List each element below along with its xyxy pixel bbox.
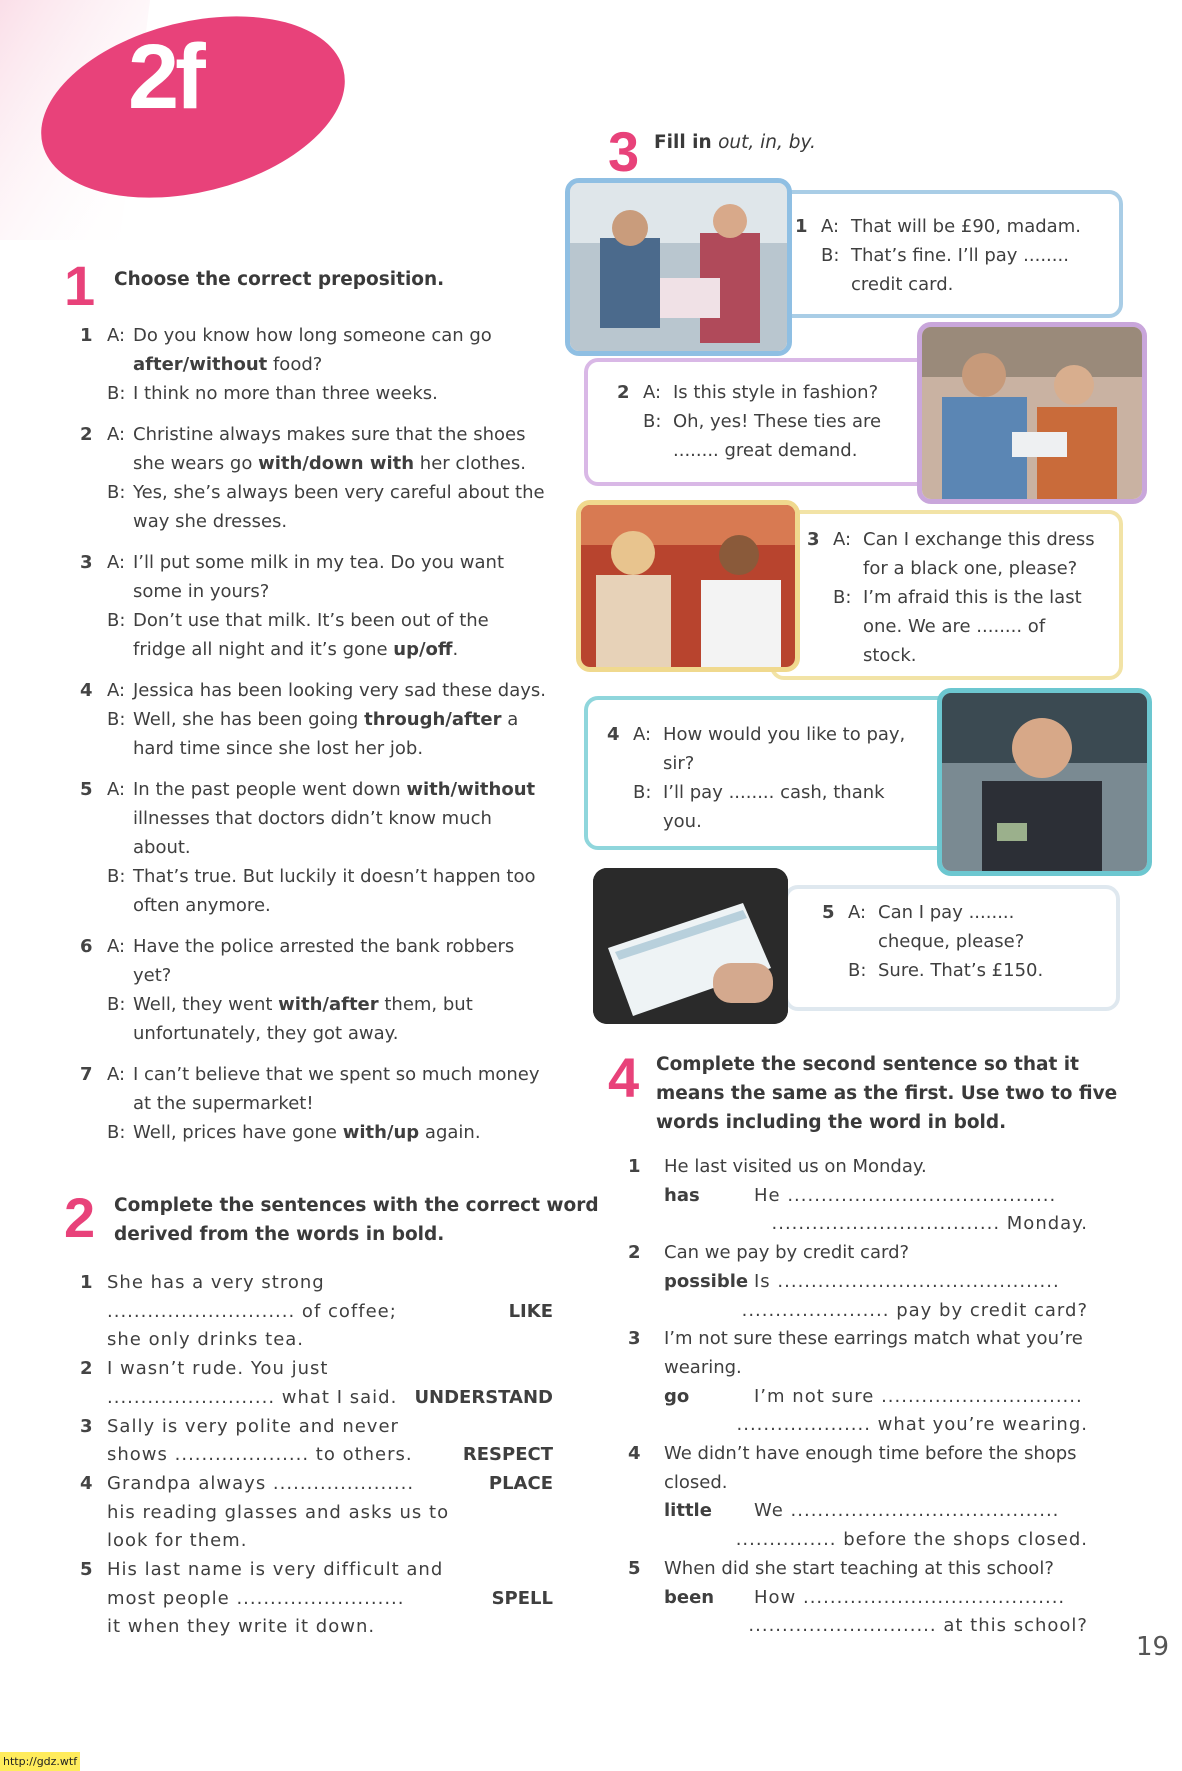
dialogue-text: unfortunately, they got away.	[133, 1023, 399, 1044]
photo-shop-checkout	[565, 178, 792, 356]
ex2-bold-word: UNDERSTAND	[414, 1386, 553, 1408]
ex2-sentence-line: Grandpa always .....................	[107, 1472, 415, 1494]
ex1-dialogue-line	[133, 449, 553, 478]
ex1-speaker-label: B:	[107, 866, 126, 887]
ex4-answer-end: ...................... pay by credit card?	[741, 1299, 1088, 1321]
dialogue-speaker: A:	[633, 724, 652, 745]
exercise-2-number: 2	[64, 1186, 96, 1249]
ex1-speaker-label: B:	[107, 383, 126, 404]
dialogue-line: Can I exchange this dress	[863, 529, 1095, 550]
exercise-2-instruction-line-2: derived from the words in bold.	[114, 1224, 445, 1245]
ex1-item-number: 7	[80, 1064, 93, 1085]
preposition-choice: with/up	[342, 1122, 420, 1143]
ex1-dialogue-line	[133, 862, 553, 891]
dialogue-text: Well, they went	[133, 994, 279, 1015]
ex4-answer-start: He ........................................	[754, 1184, 1057, 1206]
ex1-dialogue-line	[133, 635, 553, 664]
ex2-bold-word: LIKE	[508, 1300, 553, 1322]
dialogue-text: .	[452, 639, 459, 660]
dialogue-text: fridge all night and it’s gone	[133, 639, 394, 660]
dialogue-text: illnesses that doctors didn’t know much	[133, 808, 492, 829]
dialogue-line: one. We are ........ of	[863, 616, 1046, 637]
ex1-speaker-label: A:	[107, 1064, 126, 1085]
ex1-dialogue-line	[133, 833, 553, 862]
dialogue-number: 2	[617, 382, 630, 403]
photo-dress-shop	[576, 500, 800, 672]
dialogue-text: way she dresses.	[133, 511, 288, 532]
dialogue-line: stock.	[863, 645, 917, 666]
ex1-dialogue-line	[133, 775, 553, 804]
exercise-4-instruction-line: means the same as the first. Use two to five	[656, 1083, 1118, 1104]
dialogue-line: I’ll pay ........ cash, thank	[663, 782, 885, 803]
dialogue-line: How would you like to pay,	[663, 724, 906, 745]
ex2-sentence-line: ............................ of coffee;	[107, 1300, 397, 1322]
dialogue-text: Well, she has been going	[133, 709, 365, 730]
ex1-dialogue-line	[133, 478, 553, 507]
exercise-1-number: 1	[64, 254, 96, 317]
ex1-dialogue-line	[133, 932, 553, 961]
preposition-choice: with/down with	[258, 453, 415, 474]
ex4-original-sentence: Can we pay by credit card?	[664, 1242, 910, 1264]
dialogue-text: them, but	[378, 994, 473, 1015]
exercise-4-number: 4	[608, 1046, 640, 1109]
ex2-item-number: 3	[80, 1415, 93, 1437]
dialogue-line: you.	[663, 811, 702, 832]
ex4-answer-end: ............... before the shops closed.	[735, 1529, 1088, 1551]
ex1-speaker-label: A:	[107, 680, 126, 701]
ex1-dialogue-line	[133, 804, 553, 833]
dialogue-text: her clothes.	[414, 453, 526, 474]
ex2-sentence-line: look for them.	[107, 1530, 248, 1552]
ex2-item-number: 5	[80, 1559, 93, 1580]
ex1-item-number: 3	[80, 552, 93, 573]
ex1-speaker-label: B:	[107, 709, 126, 730]
dialogue-line: That will be £90, madam.	[851, 216, 1081, 237]
dialogue-speaker: B:	[821, 245, 840, 266]
exercise-3-instruction-prefix: Fill in	[654, 132, 719, 153]
ex1-dialogue-line	[133, 705, 553, 734]
dialogue-text: a	[501, 709, 519, 730]
ex2-item-number: 4	[80, 1472, 93, 1494]
dialogue-text: Jessica has been looking very sad these days.	[133, 680, 547, 701]
ex4-key-word: has	[664, 1184, 700, 1206]
dialogue-line: credit card.	[851, 274, 954, 295]
ex1-dialogue-line	[133, 548, 553, 577]
dialogue-line: Is this style in fashion?	[673, 382, 879, 403]
dialogue-text: I can’t believe that we spent so much money	[133, 1064, 540, 1085]
preposition-choice: through/after	[364, 709, 502, 730]
footer-url: http://gdz.wtf	[0, 1752, 80, 1771]
dialogue-text: Don’t use that milk. It’s been out of the	[133, 610, 489, 631]
dialogue-line: I’m afraid this is the last	[863, 587, 1082, 608]
dialogue-line: Can I pay ........	[878, 902, 1015, 923]
ex4-key-word: possible	[664, 1270, 749, 1292]
ex1-dialogue-line	[133, 379, 553, 408]
ex4-original-sentence: He last visited us on Monday.	[664, 1156, 927, 1177]
dialogue-text: hard time since she lost her job.	[133, 738, 424, 759]
ex1-dialogue-line	[133, 891, 553, 920]
exercise-3-instruction-words: out, in, by.	[718, 132, 816, 153]
ex1-dialogue-line	[133, 1118, 553, 1147]
ex1-speaker-label: A:	[107, 936, 126, 957]
ex4-answer-start: How .......................................	[754, 1586, 1066, 1608]
exercise-3-instruction	[654, 128, 816, 157]
dialogue-speaker: A:	[848, 902, 867, 923]
ex2-bold-word: RESPECT	[462, 1444, 553, 1466]
ex1-dialogue-line	[133, 321, 553, 350]
dialogue-text: I’ll put some milk in my tea. Do you want	[133, 552, 505, 573]
dialogue-number: 4	[607, 724, 620, 745]
dialogue-text: In the past people went down	[133, 779, 407, 800]
dialogue-line: for a black one, please?	[863, 558, 1078, 579]
dialogue-speaker: B:	[643, 411, 662, 432]
dialogue-line: Sure. That’s £150.	[878, 960, 1044, 981]
ex1-dialogue-line	[133, 676, 553, 705]
ex2-item-number: 1	[80, 1272, 93, 1293]
dialogue-line: cheque, please?	[878, 931, 1025, 952]
preposition-choice: with/after	[278, 994, 379, 1015]
ex1-dialogue-line	[133, 1089, 553, 1118]
dialogue-line: ........ great demand.	[673, 440, 858, 461]
ex1-item-number: 5	[80, 779, 93, 800]
dialogue-text: at the supermarket!	[133, 1093, 314, 1114]
ex1-item-number: 6	[80, 936, 93, 957]
ex1-item-number: 4	[80, 680, 93, 701]
ex1-item-number: 2	[80, 424, 93, 445]
ex2-sentence-line: most people .........................	[107, 1587, 405, 1609]
ex2-sentence-line: she only drinks tea.	[107, 1329, 305, 1351]
unit-badge: 2f	[128, 26, 202, 128]
preposition-choice: up/off	[393, 639, 453, 660]
ex4-item-number: 5	[628, 1557, 641, 1579]
exercise-1-instruction: Choose the correct preposition.	[114, 269, 445, 290]
dialogue-text: Have the police arrested the bank robbers	[133, 936, 515, 957]
ex4-answer-start: Is ..........................................	[754, 1270, 1060, 1292]
ex2-item-number: 2	[80, 1358, 93, 1380]
ex1-speaker-label: B:	[107, 994, 126, 1015]
dialogue-text: some in yours?	[133, 581, 270, 602]
ex4-original-sentence: We didn’t have enough time before the shops	[664, 1443, 1077, 1464]
dialogue-text: about.	[133, 837, 191, 858]
ex4-item-number: 4	[628, 1443, 641, 1464]
ex1-speaker-label: A:	[107, 424, 126, 445]
ex1-dialogue-line	[133, 350, 553, 379]
ex4-original-sentence: closed.	[664, 1471, 728, 1493]
ex4-item-number: 3	[628, 1328, 641, 1350]
ex1-speaker-label: B:	[107, 1122, 126, 1143]
ex1-speaker-label: A:	[107, 779, 126, 800]
dialogue-speaker: B:	[633, 782, 652, 803]
dialogue-text: yet?	[133, 965, 172, 986]
exercise-4-instruction-line: Complete the second sentence so that it	[656, 1054, 1079, 1075]
ex2-bold-word: SPELL	[491, 1587, 553, 1609]
ex4-answer-start: I’m not sure ..............................	[754, 1385, 1083, 1407]
ex4-key-word: been	[664, 1586, 715, 1608]
ex2-bold-word: PLACE	[488, 1472, 553, 1494]
ex4-original-sentence: I’m not sure these earrings match what you’re	[664, 1328, 1083, 1350]
ex1-speaker-label: B:	[107, 482, 126, 503]
dialogue-line: That’s fine. I’ll pay ........	[851, 245, 1069, 266]
dialogue-text: Do you know how long someone can go	[133, 325, 492, 346]
ex1-speaker-label: A:	[107, 552, 126, 573]
ex2-sentence-line: His last name is very difficult and	[107, 1559, 444, 1580]
ex2-sentence-line: Sally is very polite and never	[107, 1415, 399, 1437]
dialogue-speaker: B:	[848, 960, 867, 981]
dialogue-text: Christine always makes sure that the shoes	[133, 424, 526, 445]
ex4-answer-end: .................... what you’re wearing.	[736, 1414, 1088, 1436]
dialogue-text: food?	[267, 354, 323, 375]
dialogue-text: again.	[419, 1122, 481, 1143]
photo-tie-shop	[917, 322, 1147, 504]
ex4-item-number: 1	[628, 1156, 641, 1177]
ex1-speaker-label: A:	[107, 325, 126, 346]
ex1-speaker-label: B:	[107, 610, 126, 631]
exercise-4-instruction-line: words including the word in bold.	[656, 1112, 1007, 1133]
ex2-sentence-line: it when they write it down.	[107, 1616, 376, 1638]
dialogue-speaker: B:	[833, 587, 852, 608]
dialogue-text: That’s true. But luckily it doesn’t happen too	[133, 866, 536, 887]
ex2-sentence-line: ......................... what I said.	[107, 1386, 398, 1408]
ex1-dialogue-line	[133, 734, 553, 763]
photo-cheque	[593, 868, 788, 1024]
page-number: 19	[1136, 1632, 1170, 1662]
dialogue-text: Yes, she’s always been very careful about the	[133, 482, 545, 503]
dialogue-number: 1	[795, 216, 808, 237]
ex1-dialogue-line	[133, 507, 553, 536]
ex4-item-number: 2	[628, 1242, 641, 1264]
photo-man-paying-cash	[937, 688, 1152, 876]
ex1-dialogue-line	[133, 1060, 553, 1089]
ex2-sentence-line: She has a very strong	[107, 1272, 325, 1293]
ex1-dialogue-line	[133, 990, 553, 1019]
dialogue-speaker: A:	[643, 382, 662, 403]
ex1-dialogue-line	[133, 420, 553, 449]
dialogue-number: 5	[822, 902, 835, 923]
dialogue-text: Well, prices have gone	[133, 1122, 343, 1143]
ex4-original-sentence: When did she start teaching at this school?	[664, 1557, 1054, 1579]
ex1-dialogue-line	[133, 1019, 553, 1048]
dialogue-speaker: A:	[833, 529, 852, 550]
ex4-answer-end: ............................ at this school?	[748, 1615, 1088, 1637]
ex1-dialogue-line	[133, 961, 553, 990]
ex4-key-word: go	[664, 1385, 690, 1407]
dialogue-text: often anymore.	[133, 895, 271, 916]
exercise-3-number: 3	[608, 120, 640, 183]
exercise-2-instruction-line-1: Complete the sentences with the correct word	[114, 1195, 599, 1216]
ex4-answer-end: .................................. Monday.	[771, 1213, 1088, 1235]
dialogue-number: 3	[807, 529, 820, 550]
dialogue-speaker: A:	[821, 216, 840, 237]
ex4-answer-start: We ........................................	[754, 1500, 1060, 1522]
ex2-sentence-line: his reading glasses and asks us to	[107, 1501, 450, 1523]
preposition-choice: with/without	[406, 779, 536, 800]
preposition-choice: after/without	[133, 354, 268, 375]
ex2-sentence-line: I wasn’t rude. You just	[107, 1358, 329, 1380]
ex1-item-number: 1	[80, 325, 93, 346]
dialogue-text: she wears go	[133, 453, 259, 474]
ex4-original-sentence: wearing.	[664, 1356, 742, 1378]
dialogue-text: I think no more than three weeks.	[133, 383, 438, 404]
dialogue-line: Oh, yes! These ties are	[673, 411, 882, 432]
ex1-dialogue-line	[133, 606, 553, 635]
ex1-dialogue-line	[133, 577, 553, 606]
ex2-sentence-line: shows .................... to others.	[107, 1444, 413, 1466]
dialogue-line: sir?	[663, 753, 695, 774]
ex4-key-word: little	[664, 1500, 712, 1522]
